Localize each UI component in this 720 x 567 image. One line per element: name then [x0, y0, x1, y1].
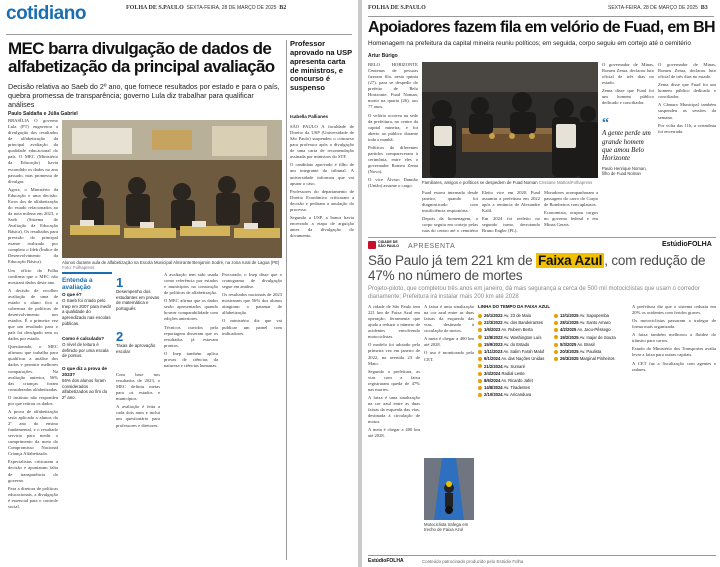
- paragraph: A CET faz a fiscalização com agentes e radares.: [632, 360, 716, 372]
- paragraph: Em 2024 foi reeleito no segundo turno, derrotando Bruno Engler (PL).: [482, 216, 540, 234]
- timeline-dot: [554, 335, 558, 339]
- timeline-text: 28/1/2025 Av. Santo Amaro: [560, 320, 611, 326]
- sidebar-byline: Isabella Pallianes: [290, 114, 329, 119]
- byline: Paulo Saldaña e Júlia Gabriel: [8, 111, 78, 117]
- timeline: [478, 304, 628, 554]
- qa-question: O que é?: [62, 292, 82, 297]
- footer-brand: EstúdioFOLHA: [368, 558, 404, 564]
- timeline-dot: [478, 321, 482, 325]
- timeline-item: [554, 327, 628, 332]
- timeline-dot: [478, 364, 482, 368]
- timeline-dot: [554, 328, 558, 332]
- photo-caption: [422, 180, 598, 185]
- explainer-number-2: [116, 330, 160, 354]
- paragraph: A Câmara Municipal também suspendeu as sessões da semana.: [658, 102, 716, 120]
- timeline-item: [478, 320, 550, 325]
- paragraph: A faixa é uma sinalização na cor azul entre as duas faixas da esquerda das vias, destinada à circulação de motos.: [368, 394, 420, 425]
- paragraph: Com base nos resultados de 2023, o MEC definiu metas para os estados e municípios.: [116, 372, 160, 402]
- timeline-text: 26/1/2022 Av. 23 de Maio: [484, 313, 532, 318]
- timeline-dot: [478, 314, 482, 318]
- paragraph: Segundo a USP, a banca havia encerrado a etapa de arguição antes da divulgação do documento.: [290, 214, 354, 239]
- paragraph: O vice Álvaro Damião (União) assume o cargo.: [368, 177, 418, 189]
- qa-question: O que diz a prova de 2023?: [62, 366, 107, 377]
- timeline-dot: [478, 343, 482, 347]
- explainer-box: [62, 272, 112, 452]
- paragraph: O uso é monitorado pela CET.: [424, 350, 474, 362]
- left-page: [0, 0, 358, 567]
- paragraph: O MEC afirma que os dados serão apresentados quando houver comparabilidade com edições anteriores.: [164, 298, 218, 322]
- paragraph: Moradores acompanharam a passagem do carro do Corpo de Bombeiros com aplausos.: [544, 190, 598, 208]
- ad-headline-highlight: Faixa Azul: [537, 253, 603, 268]
- paragraph: O governador de Minas, Romeu Zema, declarou luto oficial de três dias no estado.: [658, 62, 716, 80]
- paragraph: Um ofício da Folha confirma que o MEC não mostrará dados deste ano.: [8, 267, 58, 285]
- paragraph: Segundo a prefeitura, as vias com a faixa registraram queda de 47% nas mortes.: [368, 368, 420, 392]
- timeline-dot: [478, 350, 482, 354]
- paragraph: Por volta das 11h, a cerimônia foi encerrada.: [658, 122, 716, 134]
- paragraph: Fuad estava internado desde janeiro, quando foi diagnosticado com insuficiência respiratória.: [422, 190, 478, 214]
- timeline-dot: [554, 343, 558, 347]
- paragraph: Técnicos ouvidos pela reportagem disseram que os resultados já estavam prontos.: [164, 324, 218, 348]
- timeline-item: [478, 349, 550, 354]
- paragraph: Depois da homenagem, o corpo seguiu em cortejo pelas ruas do centro até o cemitério: [422, 216, 478, 234]
- paragraph: Políticos de diferentes partidos compareceram à cerimônia, entre eles o governador Romeu Zema (Novo).: [368, 144, 418, 175]
- timeline-dot: [478, 335, 482, 339]
- timeline-item: [478, 342, 550, 347]
- paragraph: A faixa é uma sinalização na cor azul entre as duas faixas da esquerda das vias, destinada à circulação de motos.: [424, 304, 474, 334]
- timeline-text: 20/3/2025 Av. Paulista: [560, 349, 602, 355]
- explainer-qa-2: [62, 336, 112, 359]
- deck: Decisão relativa ao Saeb do 2º ano, que fornece resultados por estado e para o país, quebra promessa de transparência; governo Lula diz trabalhar para qualificar análises: [8, 82, 280, 109]
- motorcycle-photo: [424, 458, 474, 520]
- page-header: [368, 3, 714, 17]
- timeline-text: 3/4/2024 Radial Leste: [484, 370, 525, 376]
- article-col-3: [482, 190, 540, 234]
- ad-col-1: [368, 304, 420, 558]
- photo2-caption: Motociclista trafega em trecho de Faixa Azul: [424, 522, 469, 533]
- paragraph: A avaliação é feita a cada dois anos e inclui um questionário para professores e diretores.: [116, 404, 160, 428]
- paragraph: Economista, ocupou cargos no governo federal e em Minas Gerais.: [544, 210, 598, 228]
- timeline-item: [554, 335, 628, 340]
- paragraph: Eleito vice em 2020, Fuad assumiu a prefeitura em 2022 após a renúncia de Alexandre Kalil.: [482, 190, 540, 214]
- ad-divider: [368, 237, 716, 238]
- qa-answer: O Saeb foi criado pelo Inep em 2007 para medir a qualidade do aprendizado nas escolas públicas.: [62, 297, 112, 326]
- timeline-item: [478, 371, 550, 376]
- timeline-dot: [478, 386, 482, 390]
- city-seal-icon: [368, 241, 376, 249]
- paragraph: A decisão de recolher avaliação de uma de estado o aluno fica a cobertura de políticas de desenvolvimento nos estados. É a primeira vez que um resultado para o país foi divulgado sem os dados por estado.: [8, 287, 58, 342]
- timeline-title: LINHA DO TEMPO DA FAIXA AZUL: [478, 304, 551, 309]
- timeline-item: [554, 320, 628, 325]
- timeline-text: 19/2/2025 Av. Inajar de Souza: [560, 334, 616, 340]
- byline: Artur Búrigo: [368, 53, 398, 59]
- timeline-dot: [478, 379, 482, 383]
- paragraph: Zema disse que Fuad foi um homem público dedicado e conciliador.: [658, 82, 716, 100]
- photo-caption: [62, 260, 282, 270]
- paragraph: Os motociclistas passaram a trafegar de forma mais organizada.: [632, 318, 716, 330]
- timeline-item: [554, 313, 628, 318]
- timeline-item: [478, 335, 550, 340]
- page-header: [6, 3, 352, 35]
- qa-answer: 56% dos alunos foram considerados alfabetizados ao fim do 2º ano.: [62, 377, 108, 401]
- ad-headline-post: , com redução de 47% no número de mortes: [368, 253, 706, 283]
- timeline-item: [478, 364, 550, 369]
- pull-quote: [602, 118, 654, 176]
- timeline-text: 15/9/2023 Av. do Estado: [484, 341, 530, 347]
- timeline-item: [478, 385, 550, 390]
- qa-question: Como é calculado?: [62, 336, 105, 341]
- timeline-text: 22/3/2022 Av. dos Bandeirantes: [484, 320, 543, 326]
- timeline-dot: [478, 372, 482, 376]
- timeline-item: [554, 349, 628, 354]
- paragraph: O candidato aprovado é filho de um integrante do tribunal. A universidade informou que vai apurar o caso.: [290, 162, 354, 186]
- ad-city-logo: [368, 241, 402, 249]
- number-badge: 1: [116, 275, 124, 290]
- timeline-dot: [478, 393, 482, 397]
- runner-date: SEXTA-FEIRA, 28 DE MARÇO DE 2025: [186, 5, 277, 11]
- photo-credit: Cristiane Mattos/Folhapress: [538, 180, 593, 185]
- paragraph: BELO HORIZONTE Centenas de pessoas fizeram fila, nesta quinta (27), para se despedir do prefeito de Belo Horizonte, Fuad Noman, morto na quarta (26), aos 77 anos.: [368, 62, 418, 110]
- runner-page: B3: [700, 5, 708, 11]
- timeline-item: [478, 313, 550, 318]
- ad-col-3: [632, 304, 716, 554]
- article-col-2: [422, 190, 478, 234]
- timeline-col-2: [554, 313, 628, 364]
- ad-deck: Projeto-piloto, que completou três anos em janeiro, dá mais segurança a cerca de 500 mil motociclistas que usam o corredor diariamente; Prefeitura irá instalar mais 200 km até 2028: [368, 286, 700, 300]
- article-col-5: [602, 62, 654, 116]
- headline: MEC barra divulgação de dados de alfabetização da principal avaliação: [8, 39, 275, 76]
- explainer-qa-3: [62, 366, 112, 401]
- explainer-number-1: [116, 276, 160, 311]
- ad-brand: EstúdioFOLHA: [662, 241, 712, 248]
- paragraph: A prova de alfabetização seria aplicada a alunos do 2º ano do ensino fundamental, e o resultado serviria para medir o cumprimento da meta do Compromisso Nacional Criança Alfabetizada.: [8, 408, 58, 457]
- paragraph: A meta é chegar a 400 km até 2028.: [424, 336, 474, 348]
- paragraph: Questionado, o MEC afirmou que trabalha para qualificar a análise dos dados e permitir melhores comparações. Na avaliação anterior, 56% das crianças foram consideradas alfabetizadas.: [8, 344, 58, 392]
- article-col-4: [544, 190, 598, 234]
- ad-headline: [368, 254, 718, 284]
- article-col-3: [164, 272, 218, 558]
- article-col-2b: [116, 372, 160, 558]
- timeline-text: 1/11/2023 Av. Salim Farah Maluf: [484, 349, 545, 355]
- paragraph: A prefeitura diz que o sistema reduziu em 20% os acidentes com feridos graves.: [632, 304, 716, 316]
- timeline-text: 1/6/2023 Av. Rubem Berta: [484, 327, 533, 333]
- timeline-text: 2/10/2024 Av. Aricanduva: [484, 392, 532, 398]
- runner-date: SEXTA-FEIRA, 28 DE MARÇO DE 2025: [608, 5, 698, 11]
- ad-col-2: [424, 304, 474, 454]
- ad-city-name: CIDADE DE SÃO PAULO: [378, 240, 400, 248]
- runner: [126, 5, 286, 11]
- timeline-text: 8/6/2024 Av. Ricardo Jafet: [484, 377, 533, 383]
- funeral-photo-art: [422, 62, 598, 178]
- paragraph: Zema disse que Fuad foi um homem público dedicado e conciliador.: [602, 88, 654, 106]
- funeral-photo: [422, 62, 598, 178]
- quote-author: Paulo Henrique Noman, filho de Fuad Noman: [602, 165, 647, 176]
- right-page: [362, 0, 720, 567]
- deck: Homenagem na prefeitura da capital mineira reuniu políticos; em seguida, corpo seguiu em cortejo até o cemitério: [368, 40, 691, 47]
- photo-caption-text: Familiares, amigos e políticos se despedem de Fuad Noman: [422, 180, 538, 185]
- runner-brand: FOLHA DE S.PAULO: [126, 5, 184, 11]
- timeline-dot: [478, 357, 482, 361]
- sidebar-headline: Professor aprovado na USP apresenta carta de ministros, e concurso é suspenso: [290, 39, 352, 93]
- paragraph: O modelo foi adotado pela primeira vez em janeiro de 2022, na avenida 23 de Maio.: [368, 342, 420, 366]
- paragraph: Agora, o Ministério da Educação e uma decisão. Erros dos de alfabetização do estado relacionados ao da nota milena em 2023, o Saeb (Sistema de Avaliação da Educação Básica). Os resultados para previsão do principal exame realizado por completo o Ideb (Índice de Desenvolvimento da Educação Básica).: [8, 186, 58, 265]
- paragraph: A cidade de São Paulo tem 221 km de Faixa Azul em operação, ferramenta que ajuda a reduzir o número de acidentes envolvendo motociclistas.: [368, 304, 420, 340]
- article-col-1: [8, 118, 58, 558]
- timeline-text: 21/2/2024 Av. Sumaré: [484, 363, 526, 369]
- timeline-col-1: [478, 313, 550, 400]
- section-title: cotidiano: [6, 3, 86, 24]
- paragraph: Os resultados nacionais de 2023 mostraram que 56% dos alunos atingiram o patamar de alfabetização.: [222, 292, 282, 316]
- paragraph: A avaliação tem sido usada como referência por estados e municípios na construção de políticas de alfabetização.: [164, 272, 218, 296]
- timeline-text: 5/3/2025 Av. Brasil: [560, 341, 595, 347]
- timeline-text: 26/3/2025 Marginal Pinheiros: [560, 356, 615, 362]
- qa-answer: O nível de leitura é definido por uma escala de pontos.: [62, 341, 109, 359]
- timeline-text: 6/1/2024 Av. das Nações Unidas: [484, 356, 545, 362]
- timeline-item: [554, 342, 628, 347]
- runner: [368, 5, 426, 11]
- ad-tag: APRESENTA: [408, 243, 456, 250]
- timeline-item: [478, 378, 550, 383]
- classroom-photo: [62, 120, 282, 258]
- timeline-dot: [554, 357, 558, 361]
- article-col-6: [658, 62, 716, 234]
- timeline-dot: [554, 321, 558, 325]
- paragraph: Estudo do Ministério dos Transportes avalia levar a faixa para outras capitais.: [632, 346, 716, 358]
- timeline-item: [478, 356, 550, 361]
- timeline-text: 4/2/2025 Av. Jacu-Pêssego: [560, 327, 611, 333]
- paragraph: O governador de Minas, Romeu Zema, declarou luto oficial de três dias no estado.: [602, 62, 654, 86]
- paragraph: Professores do departamento de Direito Econômico criticaram a decisão e pediram a anulação do processo.: [290, 188, 354, 212]
- timeline-dot: [478, 328, 482, 332]
- article-col-1: [368, 62, 418, 232]
- timeline-dot: [554, 314, 558, 318]
- timeline-text: 14/8/2024 Av. Tiradentes: [484, 385, 530, 391]
- classroom-photo-art: [62, 120, 282, 258]
- sidebar-body: [290, 124, 354, 560]
- timeline-text: 12/8/2023 Av. Washington Luís: [484, 334, 542, 340]
- paragraph: Procurado, o Inep disse que o cronograma de divulgação segue em análise.: [222, 272, 282, 290]
- timeline-dot: [554, 350, 558, 354]
- number-badge: 2: [116, 329, 124, 344]
- explainer-title: Entenda a avaliação: [62, 277, 93, 292]
- quote-mark-icon: “: [602, 116, 609, 131]
- timeline-text: 12/1/2025 Av. Sapopemba: [560, 313, 609, 318]
- paragraph: Para a diretora de políticas educacionais, a divulgação é essencial para o controle social.: [8, 485, 58, 509]
- motorcycle-photo-art: [424, 458, 474, 520]
- quote-text: A gente perde um grande homem que amou Belo Horizonte: [602, 129, 651, 163]
- runner-right: [608, 5, 708, 11]
- ad-footer-rule: [368, 555, 716, 556]
- column-rule: [286, 40, 287, 560]
- paragraph: O velório ocorreu na sede da prefeitura, no centro da capital mineira, e foi aberto ao público durante toda a manhã.: [368, 112, 418, 142]
- number-text: Desempenho dos estudantes em provas de matemática e português: [116, 289, 160, 311]
- paragraph: BRASÍLIA O governo Lula (PT) engavetou a divulgação dos resultados de alfabetização da principal avaliação da qualidade educacional do país. O MEC (Ministério da Educação) havia escondido os dados no ano passado, mas promessa de divulgar.: [8, 118, 58, 184]
- paragraph: A meta é chegar a 400 km até 2028.: [368, 427, 420, 439]
- article-col-4: [222, 272, 282, 558]
- headline: Apoiadores fazem fila em velório de Fuad, em BH: [368, 19, 716, 36]
- paragraph: O instituto não respondeu por que retirou os dados.: [8, 394, 58, 406]
- explainer-qa-1: [62, 292, 112, 327]
- paragraph: SÃO PAULO A faculdade de Direito da USP (Universidade de São Paulo) suspendeu o concurso para professor após a divulgação de uma carta de recomendação assinada por ministros do STF.: [290, 124, 354, 160]
- timeline-item: [478, 327, 550, 332]
- timeline-item: [554, 356, 628, 361]
- paragraph: O Inep também aplica provas de ciências da natureza e ciências humanas.: [164, 350, 218, 368]
- number-text: Taxas de aprovação escolar: [116, 343, 156, 354]
- timeline-item: [478, 392, 550, 397]
- ad-footer-text: Conteúdo patrocinado produzido pelo Estúdio Folha: [422, 559, 524, 564]
- paragraph: O ministério diz que vai publicar um painel com indicadores.: [222, 318, 282, 336]
- photo-caption-text: Alunos durante aula de alfabetização na Escola Municipal Almirante Benjamin Sodré, na zona rural de Lagoa (PE): [62, 260, 280, 265]
- photo-credit: Foto: Folhapress: [62, 265, 95, 271]
- paragraph: Especialistas criticaram a decisão e apontaram falta de transparência do governo.: [8, 459, 58, 483]
- ad-headline-pre: São Paulo já tem 221 km de: [368, 253, 533, 268]
- runner-brand: FOLHA DE S.PAULO: [368, 5, 426, 11]
- paragraph: A faixa também melhorou a fluidez do trânsito para carros.: [632, 332, 716, 344]
- runner-page: B2: [279, 5, 287, 11]
